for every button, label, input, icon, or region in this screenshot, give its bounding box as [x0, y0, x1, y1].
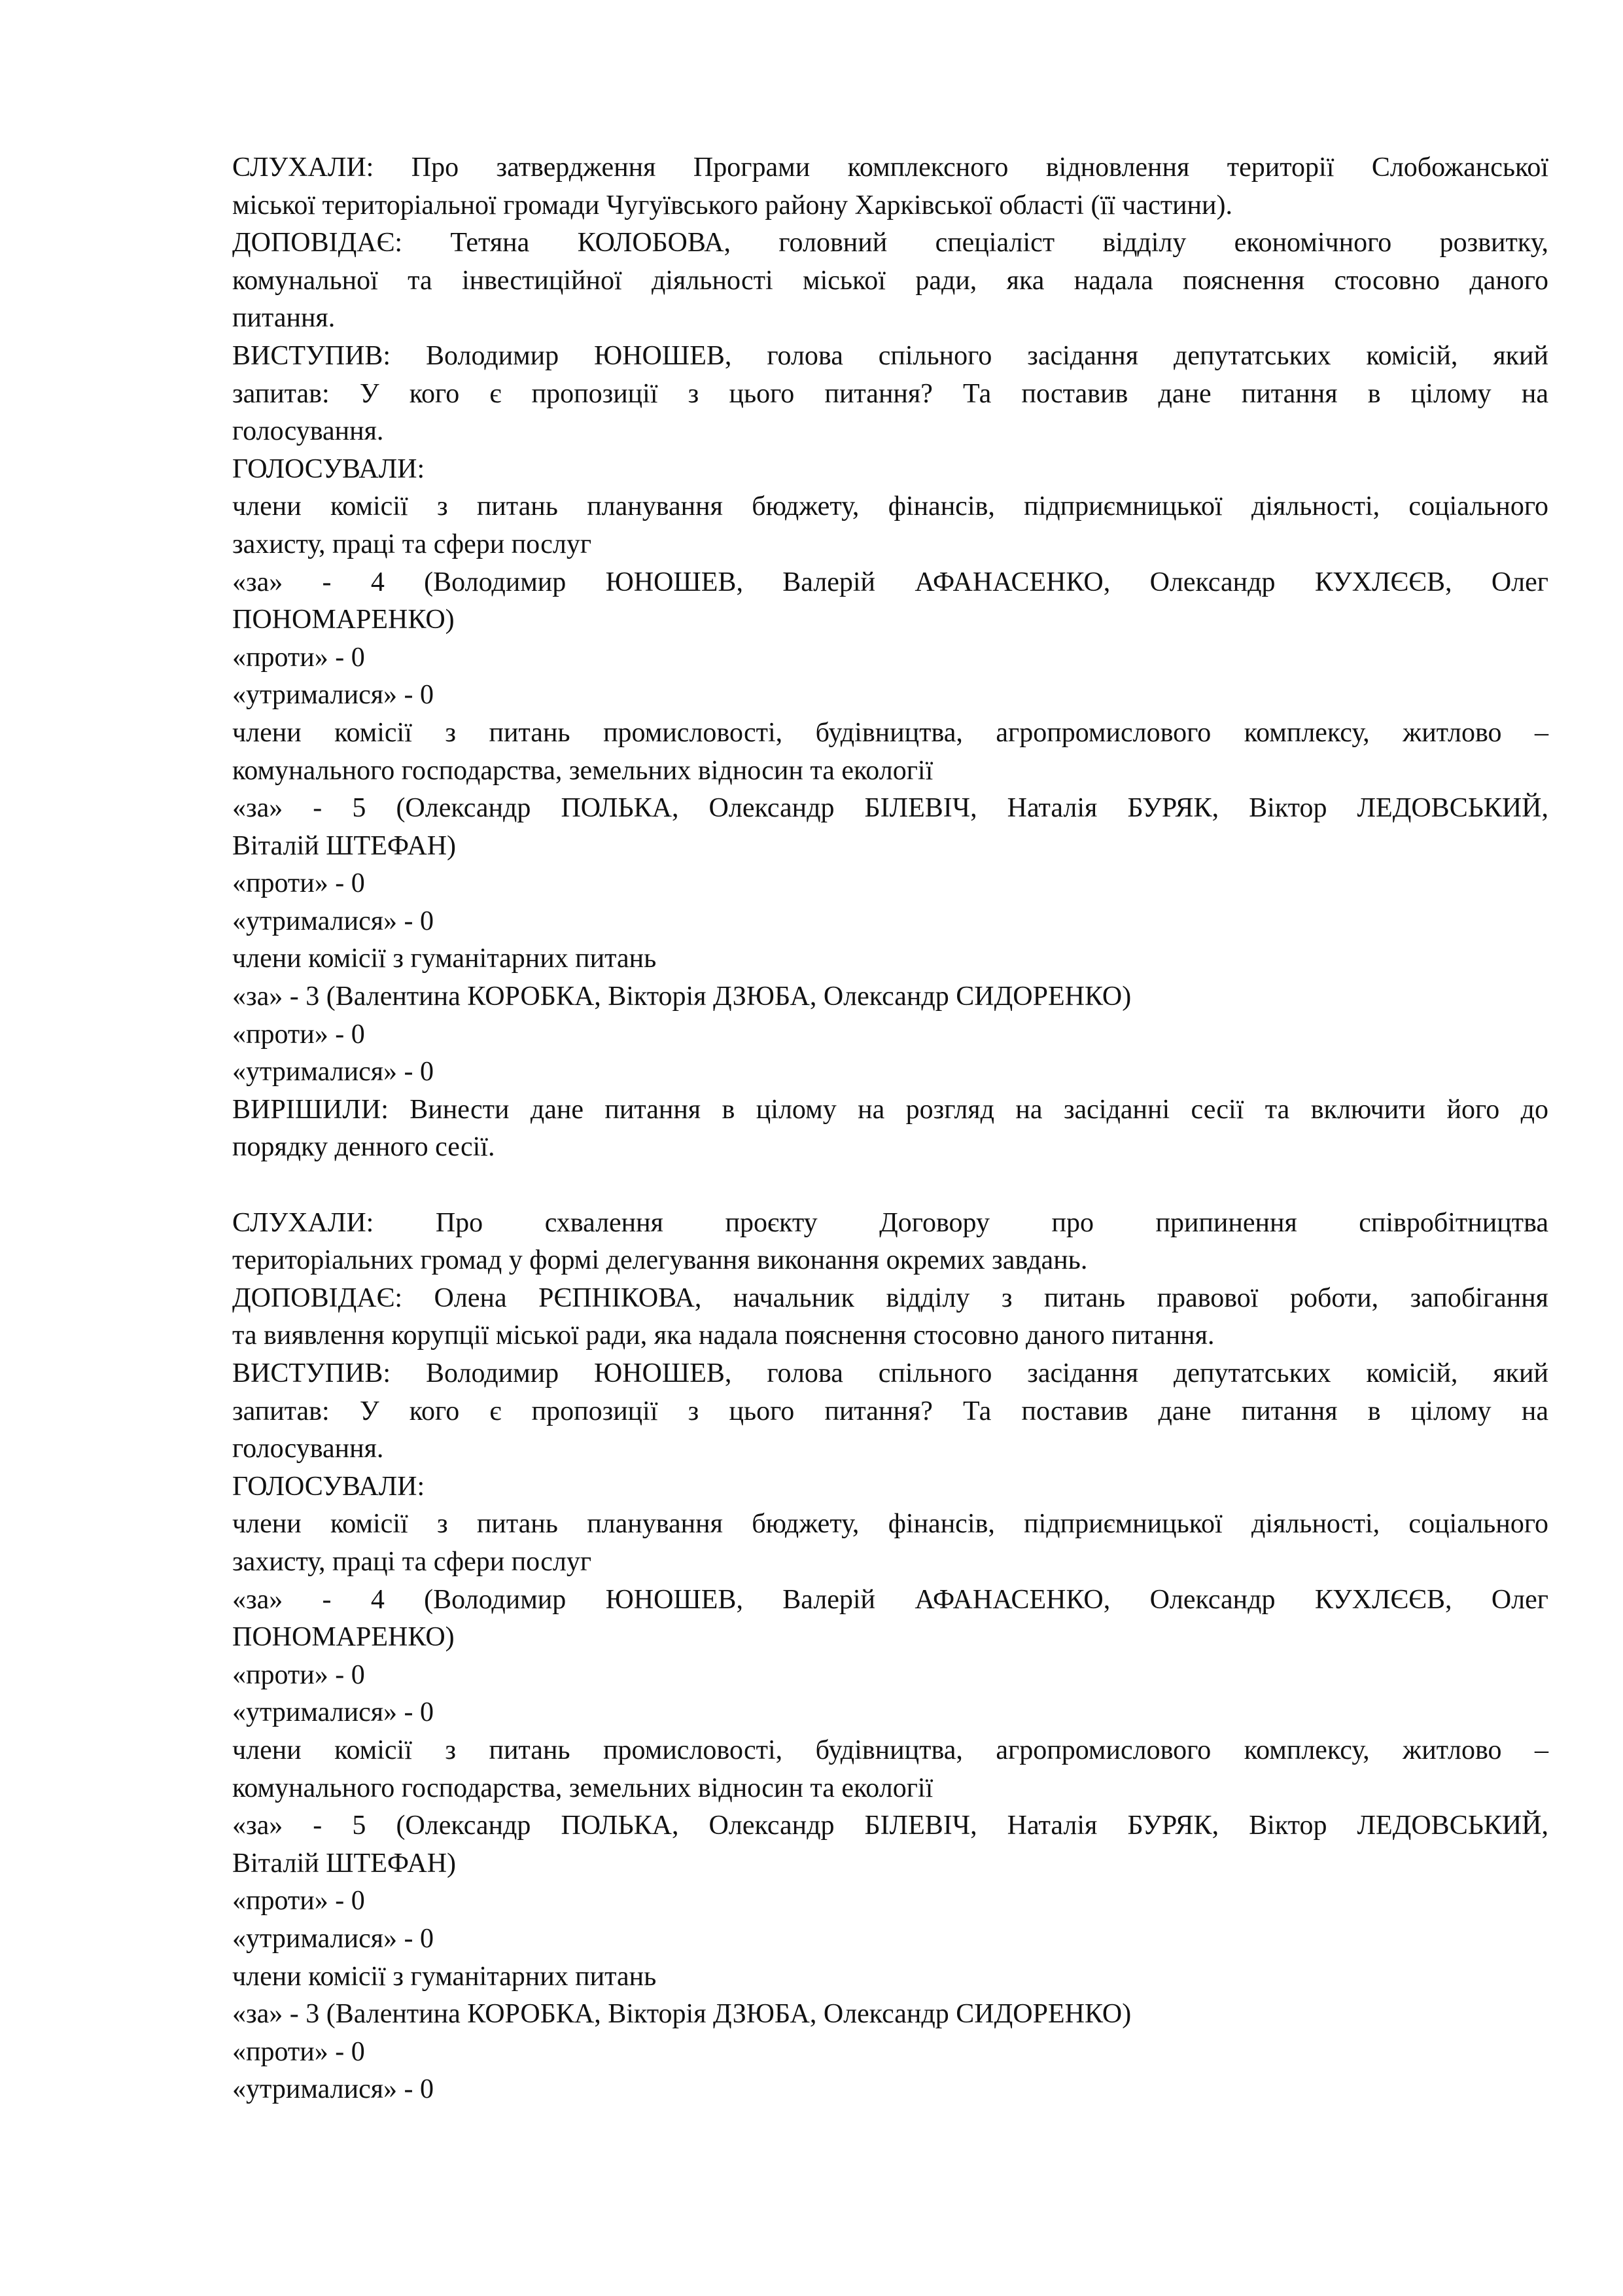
commission-name: комунального господарства, земельних відносин та екології — [232, 755, 934, 786]
vote-against: «проти» - 0 — [232, 2036, 365, 2067]
vote-abstained: «утрималися» - 0 — [232, 2074, 434, 2105]
commission-vote — [232, 488, 1548, 715]
vote-abstained: «утрималися» - 0 — [232, 1923, 434, 1954]
text-line: міської територіальної громади Чугуївського району Харківської області (її частини). — [232, 190, 1232, 221]
vote-for: Віталій ШТЕФАН) — [232, 1848, 457, 1879]
text-line: та виявлення корупції міської ради, яка надала пояснення стосовно даного питання. — [232, 1320, 1215, 1351]
vote-for: ПОНОМАРЕНКО) — [232, 1622, 455, 1653]
text-line: ВИСТУПИВ: Володимир ЮНОШЕВ, голова спільного засідання депутатських комісій, який — [232, 340, 1548, 371]
text-line: ВИСТУПИВ: Володимир ЮНОШЕВ, голова спільного засідання депутатських комісій, який — [232, 1358, 1548, 1388]
vote-abstained: «утрималися» - 0 — [232, 1057, 434, 1087]
speaker-paragraph — [232, 338, 1548, 451]
text-line: СЛУХАЛИ: Про схвалення проєкту Договору про припинення співробітництва — [232, 1207, 1548, 1238]
vote-for: «за» - 3 (Валентина КОРОБКА, Вікторія ДЗЮБА, Олександр СИДОРЕНКО) — [232, 1999, 1132, 2030]
commission-vote — [232, 715, 1548, 941]
text-line: ДОПОВІДАЄ: Олена РЄПНІКОВА, начальник відділу з питань правової роботи, запобігання — [232, 1282, 1548, 1313]
vote-against: «проти» - 0 — [232, 868, 365, 899]
commission-vote — [232, 1732, 1548, 1958]
text-line: голосування. — [232, 416, 384, 447]
text-line: голосування. — [232, 1434, 384, 1464]
voted-label: ГОЛОСУВАЛИ: — [232, 453, 425, 484]
text-line: порядку денного сесії. — [232, 1132, 495, 1163]
text-line: запитав: У кого є пропозиції з цього питання? Та поставив дане питання в цілому на — [232, 1396, 1548, 1426]
commission-name: члени комісії з питань промисловості, будівництва, агропромислового комплексу, житлово – — [232, 1735, 1548, 1765]
vote-abstained: «утрималися» - 0 — [232, 1697, 434, 1728]
vote-for: ПОНОМАРЕНКО) — [232, 605, 455, 635]
text-line: СЛУХАЛИ: Про затвердження Програми комплексного відновлення території Слобожанської — [232, 152, 1548, 183]
vote-against: «проти» - 0 — [232, 1019, 365, 1050]
vote-against: «проти» - 0 — [232, 642, 365, 673]
paragraph-gap — [232, 1167, 1548, 1205]
commission-vote — [232, 1506, 1548, 1732]
text-line: запитав: У кого є пропозиції з цього питання? Та поставив дане питання в цілому на — [232, 378, 1548, 409]
commission-vote — [232, 940, 1548, 1091]
vote-against: «проти» - 0 — [232, 1659, 365, 1690]
commission-name: захисту, праці та сфери послуг — [232, 1546, 592, 1577]
commission-name: члени комісії з питань планування бюджету, фінансів, підприємницької діяльності, соціального — [232, 491, 1548, 522]
agenda-item — [232, 1205, 1548, 2109]
vote-for: «за» - 3 (Валентина КОРОБКА, Вікторія ДЗЮБА, Олександр СИДОРЕНКО) — [232, 981, 1132, 1012]
text-line: ВИРІШИЛИ: Винести дане питання в цілому на розгляд на засіданні сесії та включити його до — [232, 1094, 1548, 1125]
text-line: питання. — [232, 303, 336, 334]
commission-name: члени комісії з питань промисловості, будівництва, агропромислового комплексу, житлово – — [232, 717, 1548, 748]
text-line: комунальної та інвестиційної діяльності міської ради, яка надала пояснення стосовно даного — [232, 265, 1548, 296]
decided-paragraph — [232, 1091, 1548, 1167]
vote-for: «за» - 5 (Олександр ПОЛЬКА, Олександр БІЛЕВІЧ, Наталія БУРЯК, Віктор ЛЕДОВСЬКИЙ, — [232, 1810, 1548, 1841]
vote-for: «за» - 5 (Олександр ПОЛЬКА, Олександр БІЛЕВІЧ, Наталія БУРЯК, Віктор ЛЕДОВСЬКИЙ, — [232, 793, 1548, 824]
reporter-paragraph — [232, 224, 1548, 338]
commission-name: захисту, праці та сфери послуг — [232, 529, 592, 559]
speaker-paragraph — [232, 1355, 1548, 1468]
reporter-paragraph — [232, 1280, 1548, 1355]
commission-name: комунального господарства, земельних відносин та екології — [232, 1773, 934, 1803]
vote-for: «за» - 4 (Володимир ЮНОШЕВ, Валерій АФАНАСЕНКО, Олександр КУХЛЄЄВ, Олег — [232, 567, 1548, 597]
agenda-item — [232, 149, 1548, 1167]
vote-abstained: «утрималися» - 0 — [232, 906, 434, 936]
document-page — [232, 149, 1548, 2109]
heard-paragraph — [232, 1205, 1548, 1280]
commission-name: члени комісії з гуманітарних питань — [232, 1961, 657, 1992]
commission-name: члени комісії з питань планування бюджету, фінансів, підприємницької діяльності, соціального — [232, 1509, 1548, 1540]
vote-for: Віталій ШТЕФАН) — [232, 830, 457, 861]
text-line: ДОПОВІДАЄ: Тетяна КОЛОБОВА, головний спеціаліст відділу економічного розвитку, — [232, 228, 1548, 258]
vote-for: «за» - 4 (Володимир ЮНОШЕВ, Валерій АФАНАСЕНКО, Олександр КУХЛЄЄВ, Олег — [232, 1584, 1548, 1615]
heard-paragraph — [232, 149, 1548, 224]
text-line: територіальних громад у формі делегування виконання окремих завдань. — [232, 1245, 1088, 1276]
voted-label: ГОЛОСУВАЛИ: — [232, 1471, 425, 1502]
vote-against: «проти» - 0 — [232, 1886, 365, 1916]
commission-name: члени комісії з гуманітарних питань — [232, 944, 657, 974]
vote-abstained: «утрималися» - 0 — [232, 680, 434, 711]
commission-vote — [232, 1958, 1548, 2109]
